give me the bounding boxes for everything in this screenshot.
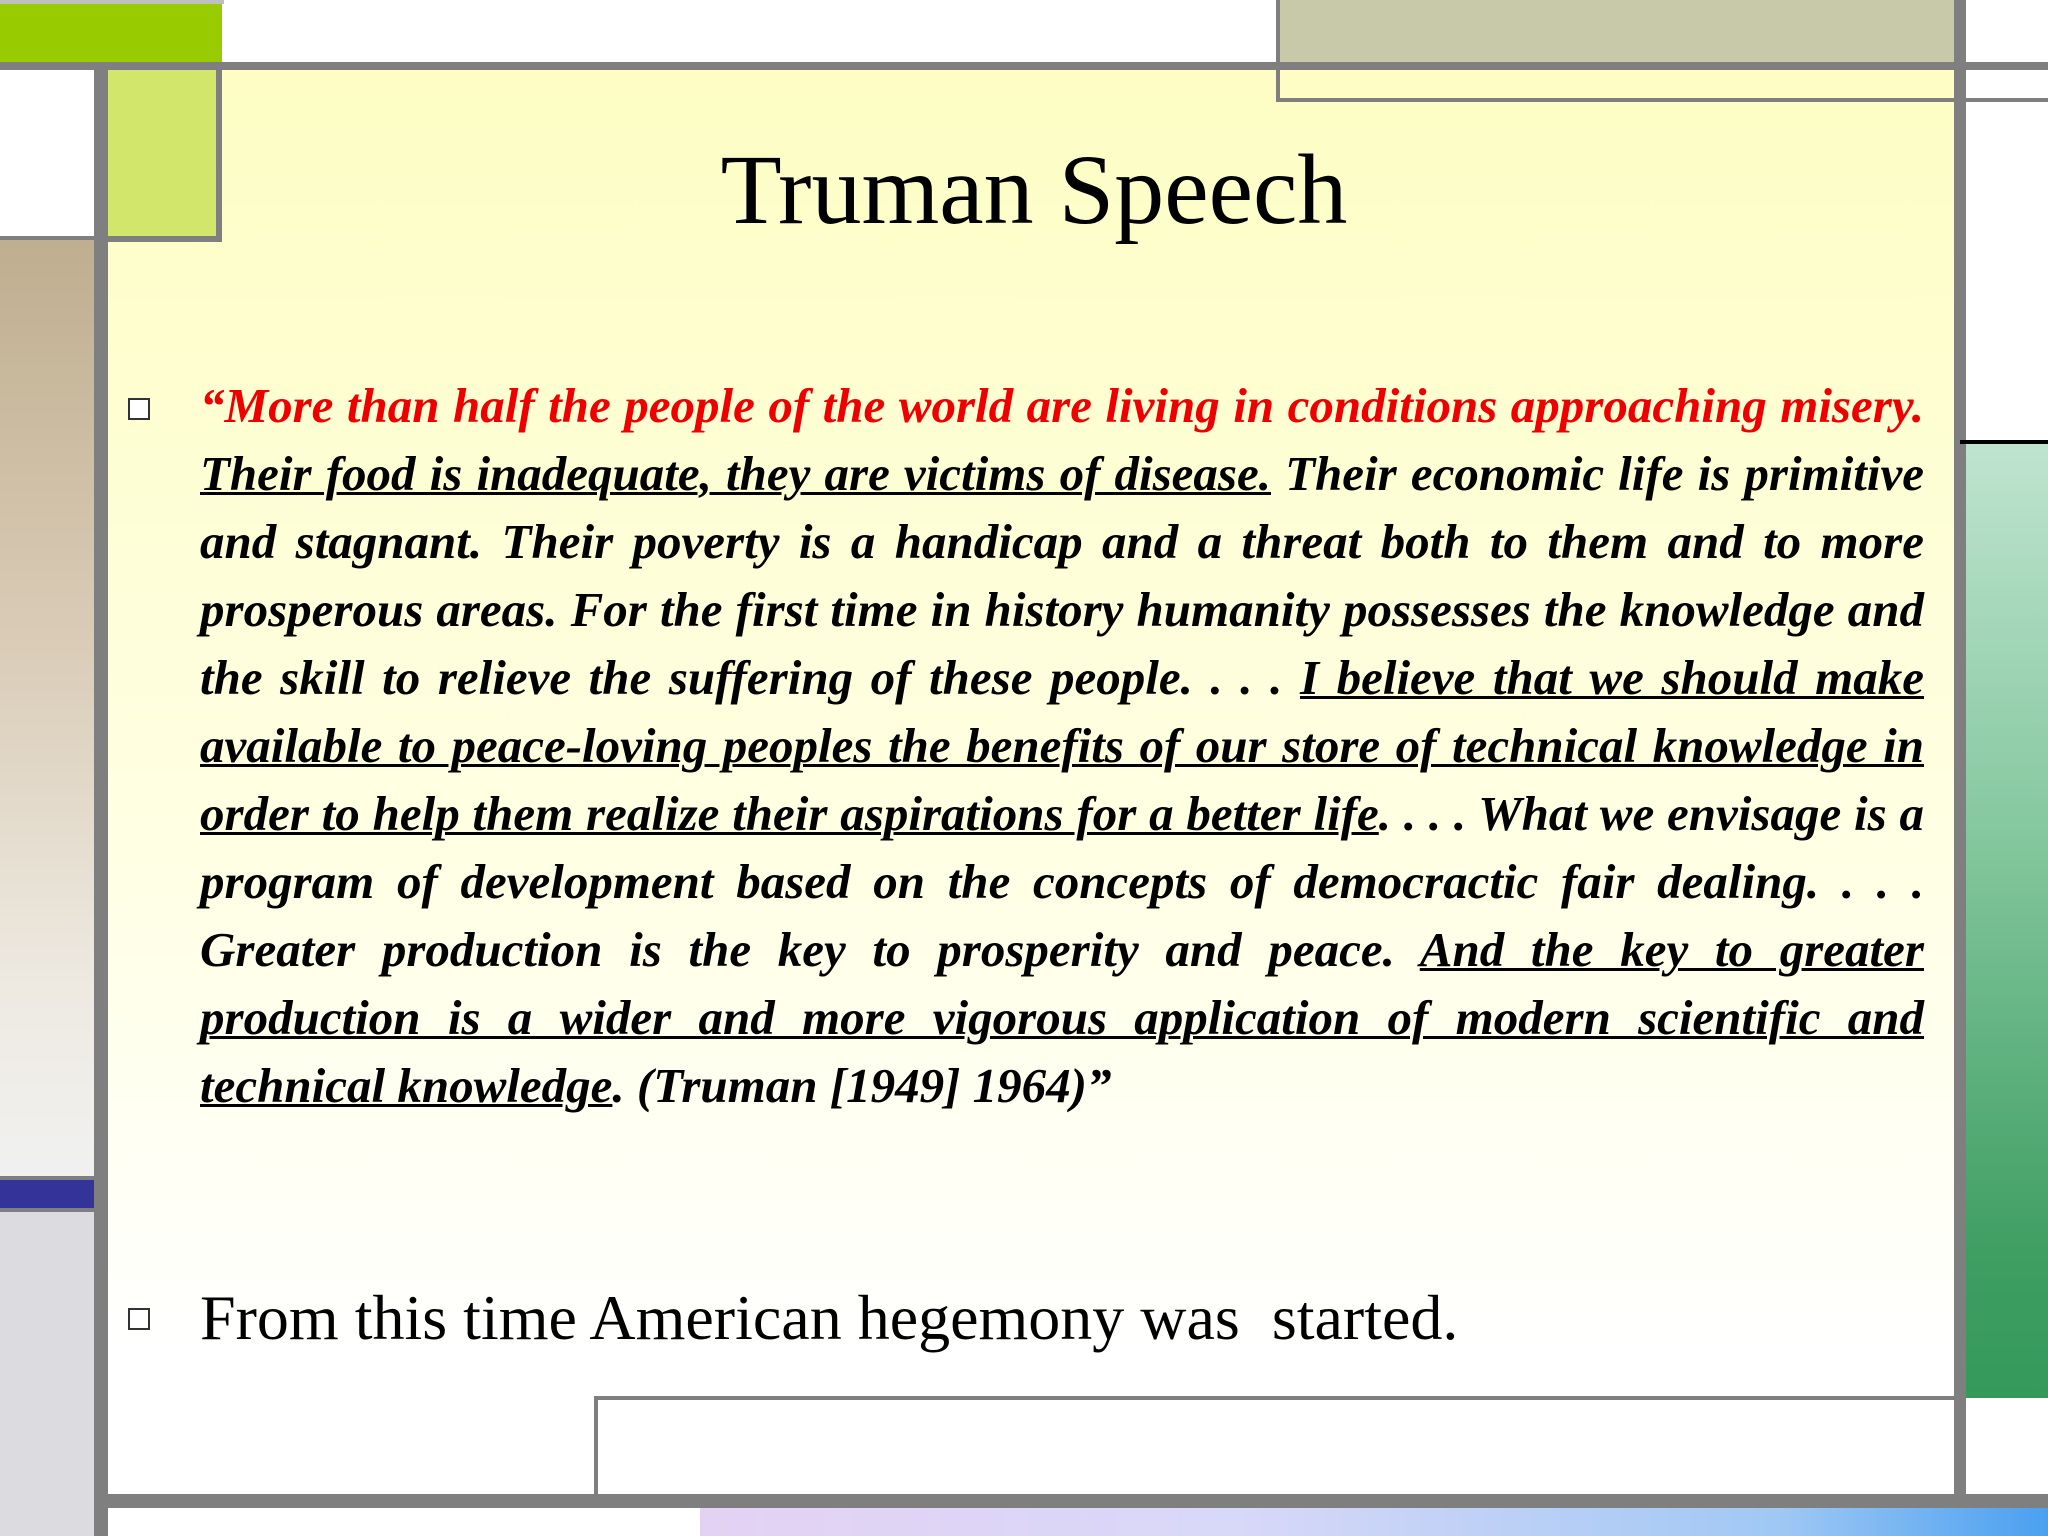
frame-line	[0, 1208, 100, 1212]
frame-line	[1276, 0, 1280, 102]
quote-text: . . . . What we envisage is a program of development based on the concepts of democractic fair dealing. . . . Greater production is the key to prosperity and peace.	[200, 786, 1924, 977]
frame-line	[94, 1494, 2048, 1508]
frame-line	[594, 1396, 1960, 1400]
decor-tan-strip	[0, 240, 96, 1180]
quote-underlined-text: Their food is inadequate, they are victims of disease.	[200, 446, 1271, 501]
frame-line	[0, 1176, 100, 1180]
quote-underlined-text: And the key to greater production is a wider and more vigorous application of modern scientific and technical knowledge	[200, 922, 1924, 1113]
frame-line	[1966, 98, 2048, 102]
bullet-square-icon	[128, 1308, 150, 1330]
truman-quote	[200, 372, 1924, 1120]
quote-citation: . (Truman [1949] 1964)”	[612, 1058, 1112, 1113]
quote-text: Their economic life is primitive and stagnant. Their poverty is a handicap and a threat both to them and to more prosperous areas. For the first time in history humanity possesses the knowledge and the skill to relieve the suffering of these people. . . .	[200, 446, 1925, 705]
decor-blue-block	[0, 1180, 96, 1208]
frame-line	[1276, 98, 2048, 102]
frame-line	[0, 0, 224, 4]
frame-line	[1960, 440, 2048, 444]
decor-green-strip	[1960, 444, 2048, 1398]
decor-khaki-block	[1280, 0, 1960, 68]
decor-green-block	[0, 0, 222, 68]
frame-line	[0, 236, 100, 240]
decor-gray-block	[0, 1208, 96, 1536]
slide-title: Truman Speech	[720, 134, 1348, 245]
bullet-text: From this time American hegemony was started.	[200, 1282, 1459, 1353]
quote-red-text: “More than half the people of the world are living in conditions approaching misery.	[200, 378, 1924, 433]
bullet-square-icon	[128, 398, 150, 420]
quote-underlined-text: I believe that we should make available to peace-loving peoples the benefits of our store of technical knowledge in order to help them realize their aspirations for a better life	[200, 650, 1925, 841]
frame-line	[0, 62, 2048, 70]
decor-bottom-gradient	[700, 1508, 2048, 1536]
frame-line	[94, 62, 108, 1536]
frame-line	[594, 1396, 598, 1498]
